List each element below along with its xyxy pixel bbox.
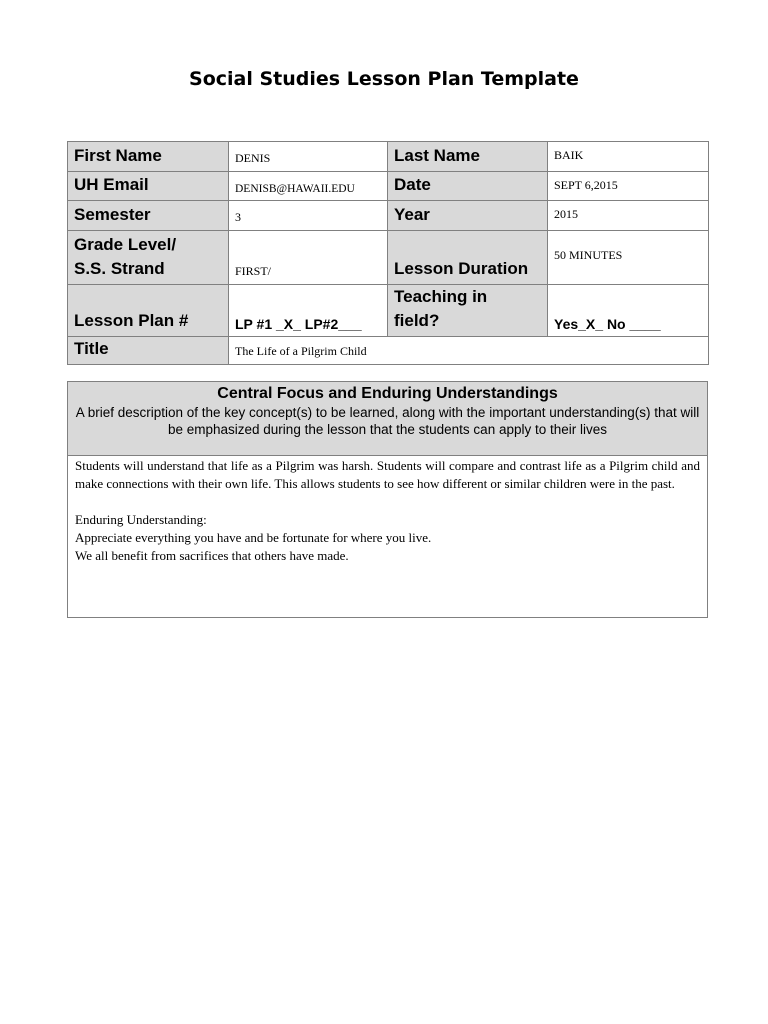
uh-email-label: UH Email	[68, 172, 229, 201]
lesson-plan-value[interactable]: LP #1 _X_ LP#2___	[229, 285, 388, 337]
semester-value[interactable]: 3	[229, 201, 388, 231]
semester-label: Semester	[68, 201, 229, 231]
teaching-in-field-value[interactable]: Yes_X_ No ____	[548, 285, 709, 337]
first-name-value[interactable]: DENIS	[229, 142, 388, 172]
teaching-in-field-label	[388, 285, 548, 337]
last-name-label: Last Name	[388, 142, 548, 172]
title-value[interactable]: The Life of a Pilgrim Child	[229, 337, 709, 365]
central-focus-section	[67, 381, 708, 618]
table-row	[68, 337, 709, 365]
central-focus-heading: Central Focus and Enduring Understandings	[217, 385, 558, 402]
central-focus-description: A brief description of the key concept(s) to be learned, along with the important understanding(s) that will be emphasized during the lesson that the students can apply to their lives	[75, 405, 700, 437]
last-name-value[interactable]: BAIK	[548, 142, 709, 172]
central-focus-body[interactable]	[68, 456, 707, 565]
table-row	[68, 172, 709, 201]
paragraph-spacer	[75, 493, 700, 511]
table-row	[68, 201, 709, 231]
grade-level-label-line1: Grade Level/	[74, 235, 177, 254]
date-value[interactable]: SEPT 6,2015	[548, 172, 709, 201]
enduring-understanding-label: Enduring Understanding:	[75, 512, 207, 527]
uh-email-value[interactable]: DENISB@HAWAII.EDU	[229, 172, 388, 201]
title-label: Title	[68, 337, 229, 365]
lesson-plan-label: Lesson Plan #	[68, 285, 229, 337]
grade-level-label-line2: S.S. Strand	[74, 259, 165, 278]
table-row	[68, 142, 709, 172]
grade-level-value[interactable]: FIRST/	[229, 231, 388, 285]
date-label: Date	[388, 172, 548, 201]
page-title: Social Studies Lesson Plan Template	[189, 68, 579, 90]
year-value[interactable]: 2015	[548, 201, 709, 231]
teaching-in-field-label-line1: Teaching in	[394, 287, 488, 306]
enduring-understanding-line: Appreciate everything you have and be fortunate for where you live.	[75, 530, 432, 545]
grade-level-label	[68, 231, 229, 285]
table-row	[68, 231, 709, 285]
year-label: Year	[388, 201, 548, 231]
lesson-duration-value[interactable]: 50 MINUTES	[548, 231, 709, 285]
central-focus-paragraph: Students will understand that life as a Pilgrim was harsh. Students will compare and contrast life as a Pilgrim child and make connections with their own life. This allows students to see how different or similar children were in the past.	[75, 458, 700, 491]
enduring-understanding-line: We all benefit from sacrifices that others have made.	[75, 548, 349, 563]
table-row	[68, 285, 709, 337]
info-table	[67, 141, 709, 365]
central-focus-header	[68, 382, 707, 456]
lesson-duration-label: Lesson Duration	[388, 231, 548, 285]
first-name-label: First Name	[68, 142, 229, 172]
teaching-in-field-label-line2: field?	[394, 311, 440, 330]
